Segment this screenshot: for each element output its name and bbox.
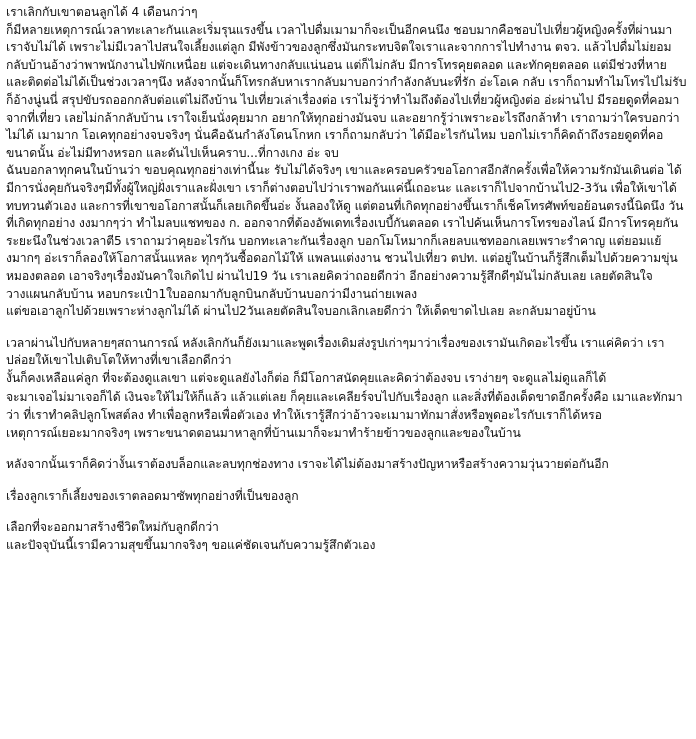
- paragraph-incidents: ก็มีหลายเหตุการณ์เวลาทะเลาะกันและเริ่มรุนแรงขึ้น เวลาไปดื่มเมามาก็จะเป็นอีกคนนึง ชอบมากคือชอบไปเที่ยวผู้หญิงครั้งที่ผ่านมาเราจับไม่ได้ เพราะไม่มีเวลาไปสนใจเลี้ยงแต่ลูก มีพังข้าวของลูกซึ่งมันกระทบจิตใจเราและจากการไปทำงาน ตจว. แล้วไปดื่มไม่ยอมกลับบ้านอ้างว่าพาพนักงานไปพักเหนื่อย แต่จะเดินทางกลับแน่นอน แต่ก็ไม่กลับ มีการโทรคุยตลอด และทักคุยตลอด แต่มีช่วงที่หายและติดต่อไม่ได้เป็นช่วงเวลาๆนึง หลังจากนั้นก็โทรกลับหาเรากลับมาบอกว่ากำลังกลับนะที่รัก อ่ะโอเค กลับ เราก็ถามทำไมโทรไปไม่รับ ก็อ้างนู่นนี่ สรุปขับรถออกกลับต่อแต่ไม่ถึงบ้าน ไปเที่ยวเล่าเรื่องต่อ เราไม่รู้ว่าทำไมถึงต้องไปเที่ยวผู้หญิงต่อ อ่ะผ่านไป มีรอยดูดที่คอมาจากที่เที่ยว เลยไม่กล้ากลับบ้าน เราใจเย็นนั่งคุยมาก อยากให้ทุกอย่างมันจบ และอยากรู้ว่าเพราะอะไรถึงกล้าทำ เราถามว่าใครบอกว่าไม่ได้ เมามาก โอเคทุกอย่างจบจริงๆ นั่นคือฉันกำลังโดนโกหก เราก็ถามกลับว่า ได้มีอะไรกันไหม บอกไม่เราก็คิดถ้าถึงรอยดูดที่คอขนาดนั้น อ่ะไม่มีทางหรอก และดันไปเห็นคราบ...ที่กางเกง อ่ะ จบ: [6, 22, 687, 160]
- paragraph-many-events: เหตุการณ์เยอะมากจริงๆ เพราะขนาดตอนมาหาลูกที่บ้านเมาก็จะมาทำร้ายข้าวของลูกและของในบ้าน: [6, 425, 521, 440]
- paragraph-child-care: งั้นก็คงเหลือแค่ลูก ที่จะต้องดูแลเขา แต่จะดูแลยังไงก็ต่อ ก็มีโอกาสนัดคุยและคิดว่าต้องจบ เราง่ายๆ จะดูแลไม่ดูแลก็ได้: [6, 370, 607, 385]
- paragraph-block-channels: หลังจากนั้นเราก็คิดว่างั้นเราต้องบล็อกและลบทุกช่องทาง เราจะได้ไม่ต้องมาสร้างปัญหาหรือสร้างความวุ่นวายต่อกันอีก: [6, 457, 609, 472]
- paragraph-farewell: ฉันบอกลาทุกคนในบ้านว่า ขอบคุณทุกอย่างเท่านี้นะ รับไม่ได้จริงๆ เขาและครอบครัวขอโอกาสอีกสักครั้งเพื่อให้ความรักมันเดินต่อ ได้มีการนั่งคุยกันจริงๆมีทั้งผู้ใหญ่ฝั่งเราและฝั่งเขา เราก็ต่างตอบไปว่าเราพอกันแค่นี้เถอะนะ และเราก็ไปจากบ้านไป2-3วัน เพื่อให้เขาได้ทบทวนตัวเอง และการที่เขาขอโอกาสนั้นก็เลยเกิดขึ้นอ่ะ งั้นลองให้ดู แต่ตอนที่เกิดทุกอย่างขึ้นเราก็เช็คโทรศัพท์ขอย้อนตรงนี้นิดนึง วันที่เกิดทุกอย่าง งงมากๆว่า ทำไมลบแชทของ ก. ออกจากที่ต้องอัพเดทเรื่องเบบี้กันตลอด เราไปค้นเห็นการโทรของไลน์ มีการโทรคุยกันระยะนึงในช่วงเวลาตี5 เราถามว่าคุยอะไรกัน บอกทะเลาะกันเรื่องลูก บอกโมโหมากก็เลยลบแชทออกเลยเพราะรำคาญ แต่ยอมแย้งมากๆ อ่ะเราก็ลองให้โอกาสนั้นแหละ ทุกๆวันซื้อดอกไม้ให้ แพลนแต่งงาน ชวนไปเที่ยว ตปท. แต่อยู่ในบ้านก็รู้สึกเต็มไปด้วยความขุ่นหมองตลอด เอาจริงๆเรื่องมันคาใจเกิดไป ผ่านไป19 วัน เราเลยคิดว่าถอยดีกว่า อีกอย่างความรู้สึกดีๆมันไม่กลับเลย เลยตัดสินใจวางแผนกลับบ้าน หอบกระเป๋า1ใบออกมากับลูกบินกลับบ้านบอกว่ามีงานถ่ายเพลง: [6, 163, 684, 301]
- paragraph-happiness-now: และปัจจุบันนี้เรามีความสุขขึ้นมากจริงๆ ขอแค่ชัดเจนกับความรู้สึกตัวเอง: [6, 538, 376, 553]
- paragraph-breakup-decision: แต่ขอเอาลูกไปด้วยเพราะห่างลูกไม่ได้ ผ่านไป2วันเลยตัดสินใจบอกเลิกเลยดีกว่า ให้เด็ดขาดไปเลย ละกลับมาอยู่บ้าน: [6, 304, 596, 319]
- paragraph-after-breakup: เวลาผ่านไปกับหลายๆสถานการณ์ หลังเลิกกันก็ยังเมาและพูดเรื่องเดิมส่งรูปเก่าๆมาว่าเรื่องของเรามันเกิดอะไรขึ้น เราแค่คิดว่า เราปล่อยให้เขาไปเติบโตให้ทางที่เขาเลือกดีกว่า: [6, 335, 665, 368]
- paragraph-clearing-up: จะมาเจอไม่มาเจอก็ได้ เงินจะให้ไม่ให้ก็แล้ว แล้วแต่เลย ก็คุยและเคลียร์จบไปกับเรื่องลูก และสิ่งที่ต้องเด็ดขาดอีกครั้งคือ เมาและทักมาว่า ที่เราทำคลิปลูกโพสต์ลง ทำเพื่อลูกหรือเพื่อตัวเอง ทำให้เรารู้สึกว่าอ้าวจะเมามาทักมาสั่งหรือพูดอะไรกับเราก็ได้หรอ: [6, 390, 683, 423]
- paragraph-new-life: เลือกที่จะออกมาสร้างชีวิตใหม่กับลูกดีกว่า: [6, 520, 219, 535]
- paragraph-raising-child: เรื่องลูกเราก็เลี้ยงของเราตลอดมาซัพทุกอย่างที่เป็นของลูก: [6, 488, 299, 503]
- paragraph-intro: เราเลิกกับเขาตอนลูกได้ 4 เดือนกว่าๆ: [6, 5, 198, 19]
